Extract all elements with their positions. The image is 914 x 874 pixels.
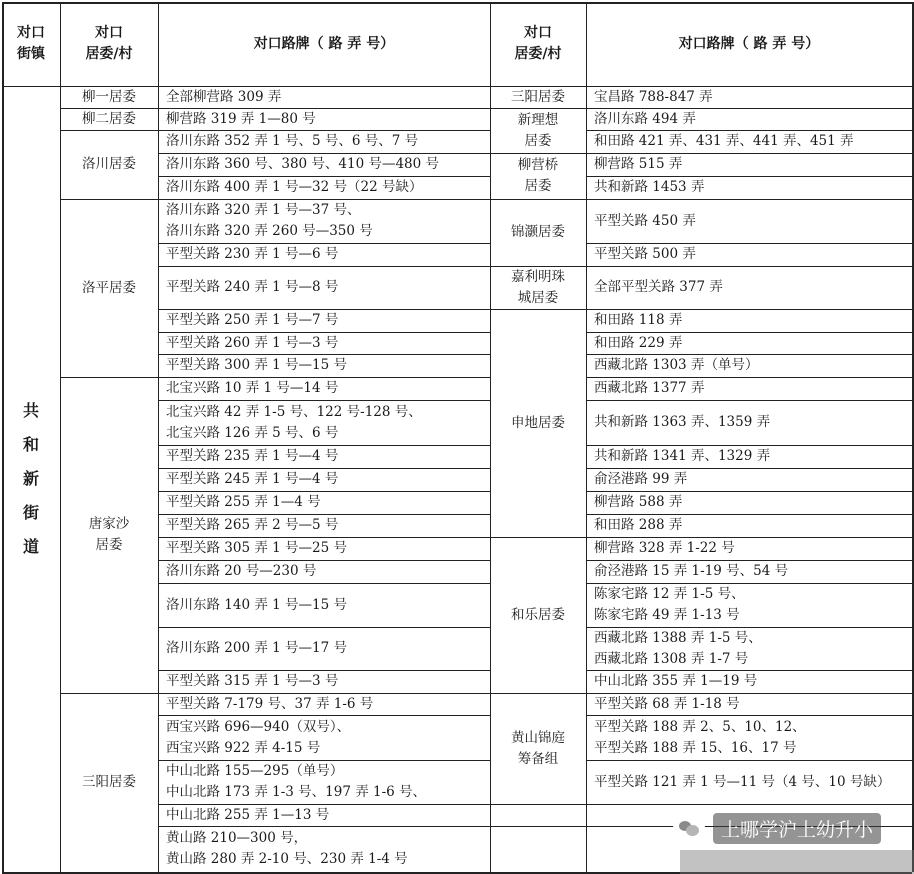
road-sign-entry-line: 平型关路 260 弄 1 号—3 号 [166,334,339,351]
road-sign-entry-line: 洛川东路 352 弄 1 号、5 号、6 号、7 号 [166,133,419,149]
road-sign-entry [586,491,912,514]
road-sign-entry-line: 平型关路 7-179 号、37 弄 1-6 号 [166,695,374,712]
committee-name [490,108,586,153]
road-sign-entry-line: 洛川东路 400 弄 1 号—32 号（22 号缺） [166,179,423,195]
road-sign-entry [158,199,490,243]
road-sign-entry-line: 柳营路 588 弄 [594,494,683,510]
committee-name [490,309,586,537]
road-sign-entry [158,354,490,377]
road-sign-entry [586,468,912,491]
road-sign-entry-line: 中山北路 155—295（单号） [166,763,344,779]
road-sign-entry [586,514,912,537]
road-sign-entry [586,445,912,468]
committee-name [490,86,586,108]
wechat-icon [673,812,705,844]
road-sign-entry-line: 全部柳营路 309 弄 [166,88,282,105]
committee-name-line: 三阳居委 [511,88,565,105]
road-sign-entry-line: 平型关路 305 弄 1 号—25 号 [166,540,347,556]
committee-name-line: 洛平居委 [82,279,136,296]
committee-name-line: 柳一居委 [82,88,136,105]
road-sign-entry [158,627,490,670]
road-sign-entry [586,266,912,309]
road-sign-entry [158,400,490,445]
road-sign-entry-line: 洛川东路 360 号、380 号、410 号—480 号 [166,156,440,172]
header-committee-line: 居委/村 [85,46,133,62]
road-sign-entry [158,583,490,627]
road-sign-entry [158,514,490,537]
road-sign-entry-line: 平型关路 265 弄 2 号—5 号 [166,517,339,533]
road-sign-entry [586,377,912,400]
committee-name-line: 居委 [524,178,552,194]
committee-name [490,153,586,199]
road-sign-entry-line: 平型关路 300 弄 1 号—15 号 [166,357,347,373]
road-sign-entry-line: 和田路 229 弄 [594,334,683,351]
road-sign-entry [586,86,912,108]
street-name [2,86,60,872]
road-sign-entry-line: 和田路 288 弄 [594,517,683,533]
road-sign-entry-line: 洛川东路 140 弄 1 号—15 号 [166,596,347,613]
road-sign-entry [158,153,490,176]
committee-name-line: 申地居委 [511,414,565,431]
road-sign-entry [158,108,490,130]
road-sign-entry [158,266,490,309]
committee-name-line: 和乐居委 [511,606,565,623]
committee-name [490,804,586,826]
committee-name [60,108,158,130]
header-street-line: 对口 [17,25,45,41]
road-sign-entry-line: 洛川东路 200 弄 1 号—17 号 [166,640,347,656]
road-sign-entry [158,176,490,199]
road-sign-entry-line: 平型关路 450 弄 [594,212,696,229]
committee-name-line: 三阳居委 [82,774,136,790]
road-sign-entry-line: 洛川东路 494 弄 [594,110,696,127]
road-sign-entry [158,332,490,354]
road-sign-entry-line: 平型关路 255 弄 1—4 号 [166,494,321,510]
road-sign-entry-line: 西宝兴路 696—940（双号）、 [166,718,351,735]
road-sign-entry-line: 中山北路 355 弄 1—19 号 [594,673,758,689]
header-committee [490,2,586,86]
committee-name [490,826,586,872]
road-sign-entry [586,130,912,153]
road-sign-entry-line: 洛川东路 20 号—230 号 [166,563,317,579]
street-name-char: 共 [22,401,39,420]
road-sign-entry [586,243,912,266]
road-sign-entry-line: 柳营路 328 弄 1-22 号 [594,540,735,556]
road-sign-entry-line: 宝昌路 788-847 弄 [594,88,713,105]
road-sign-entry [586,715,912,760]
road-sign-entry [586,560,912,583]
road-sign-entry [158,86,490,108]
road-sign-entry [586,332,912,354]
road-sign-entry [586,670,912,693]
road-sign-entry-line: 西藏北路 1388 弄 1-5 号、 [594,629,762,646]
road-sign-entry-line: 平型关路 250 弄 1 号—7 号 [166,312,339,328]
road-sign-entry [158,445,490,468]
road-sign-entry [158,377,490,400]
road-sign-entry-line: 共和新路 1363 弄、1359 弄 [594,414,771,430]
road-sign-entry-line: 黄山路 210—300 号， [166,830,308,846]
committee-name [490,537,586,693]
road-sign-entry-line: 俞泾港路 15 弄 1-19 号、54 号 [594,563,789,579]
road-sign-entry-line: 平型关路 240 弄 1 号—8 号 [166,279,339,295]
road-sign-entry-line: 平型关路 68 弄 1-18 号 [594,695,740,712]
road-sign-entry-line: 共和新路 1341 弄、1329 弄 [594,448,771,464]
watermark [673,812,881,844]
watermark-text: 上哪学沪上幼升小 [713,813,881,844]
street-name-char: 新 [22,469,39,488]
road-sign-entry [586,153,912,176]
road-sign-entry-line: 全部平型关路 377 弄 [594,279,723,295]
committee-name-line: 唐家沙 [88,516,130,532]
road-sign-entry-line: 西藏北路 1377 弄 [594,380,705,396]
header-road-signs [586,2,912,86]
road-sign-entry [158,537,490,560]
committee-name-line: 锦灏居委 [511,224,565,240]
committee-name-line: 柳二居委 [82,110,136,127]
road-sign-entry [158,130,490,153]
header-street [2,2,60,86]
road-sign-entry-line: 西藏北路 1308 弄 1-7 号 [594,650,749,667]
committee-name [60,86,158,108]
committee-name-line: 新理想 [517,111,559,128]
road-sign-entry [158,560,490,583]
committee-name-line: 居委 [95,537,123,553]
road-sign-entry [586,309,912,332]
header-road-signs-line: 对口路牌（ 路 弄 号） [253,35,395,52]
road-sign-entry-line: 洛川东路 320 弄 260 号—350 号 [166,223,373,239]
road-sign-entry [586,693,912,715]
committee-name-line: 嘉利明珠 [511,268,565,285]
road-sign-entry [586,583,912,627]
road-sign-entry [586,199,912,243]
committee-name [490,199,586,266]
road-sign-entry-line: 中山北路 255 弄 1—13 号 [166,806,330,823]
road-sign-entry [586,400,912,445]
road-sign-entry-line: 陈家宅路 12 弄 1-5 号、 [594,586,745,602]
road-sign-entry [586,354,912,377]
road-sign-entry [158,243,490,266]
road-sign-entry-line: 平型关路 188 弄 2、5、10、12、 [594,718,806,735]
road-sign-entry-line: 平型关路 121 弄 1 号—11 号（4 号、10 号缺） [594,773,891,790]
road-sign-entry [158,670,490,693]
road-sign-entry-line: 北宝兴路 42 弄 1-5 号、122 号-128 号、 [166,403,422,420]
road-sign-entry-line: 平型关路 245 弄 1 号—4 号 [166,471,339,487]
road-sign-entry [158,804,490,826]
road-sign-entry-line: 平型关路 235 弄 1 号—4 号 [166,448,339,464]
committee-name-line: 柳营桥 [517,157,559,173]
road-sign-entry [158,826,490,872]
watermark-second-line [680,850,914,874]
committee-name [60,693,158,872]
road-sign-entry [586,760,912,804]
committee-name [490,693,586,804]
road-sign-entry [158,760,490,804]
committee-name [490,266,586,309]
committee-name [60,199,158,377]
street-name-char: 和 [22,435,39,454]
road-sign-entry-line: 共和新路 1453 弄 [594,179,705,195]
road-sign-entry-line: 洛川东路 320 弄 1 号—37 号、 [166,202,361,218]
road-sign-entry-line: 北宝兴路 10 弄 1 号—14 号 [166,380,339,396]
road-sign-entry-line: 平型关路 315 弄 1 号—3 号 [166,673,339,689]
committee-name [60,130,158,199]
road-sign-entry-line: 北宝兴路 126 弄 5 号、6 号 [166,424,339,441]
road-sign-entry [586,537,912,560]
street-name-char: 街 [22,503,39,522]
road-sign-entry [158,309,490,332]
header-road-signs-line: 对口路牌（ 路 弄 号） [678,35,820,52]
road-sign-entry-line: 中山北路 173 弄 1-3 号、197 弄 1-6 号、 [166,784,427,800]
road-sign-entry-line: 和田路 118 弄 [594,312,683,328]
road-sign-entry-line: 俞泾港路 99 弄 [594,471,688,487]
road-sign-entry-line: 黄山路 280 弄 2-10 号、230 弄 1-4 号 [166,851,408,867]
road-sign-entry [158,693,490,715]
committee-name-line: 居委 [524,132,552,149]
header-committee [60,2,158,86]
street-name-char: 道 [22,537,39,556]
road-sign-entry [586,108,912,130]
road-sign-entry-line: 平型关路 230 弄 1 号—6 号 [166,246,339,262]
road-sign-entry-line: 平型关路 500 弄 [594,246,696,262]
committee-name-line: 洛川居委 [82,156,136,172]
road-sign-entry-line: 和田路 421 弄、431 弄、441 弄、451 弄 [594,133,854,149]
road-sign-entry [586,176,912,199]
header-street-line: 街镇 [17,46,45,62]
road-sign-entry-line: 西藏北路 1303 弄（单号） [594,357,759,373]
header-committee-line: 对口 [524,25,552,41]
road-sign-entry-line: 柳营路 515 弄 [594,156,683,172]
header-road-signs [158,2,490,86]
road-sign-entry-line: 陈家宅路 49 弄 1-13 号 [594,607,740,623]
road-sign-entry [158,491,490,514]
road-sign-entry [158,468,490,491]
road-sign-entry-line: 柳营路 319 弄 1—80 号 [166,110,316,127]
committee-name-line: 黄山锦庭 [511,729,565,746]
road-sign-entry [158,715,490,760]
header-committee-line: 对口 [95,25,123,41]
committee-name-line: 城居委 [517,289,559,306]
road-sign-entry-line: 西宝兴路 922 弄 4-15 号 [166,739,321,756]
road-sign-entry [586,627,912,670]
committee-name [60,377,158,693]
header-committee-line: 居委/村 [514,46,562,62]
committee-name-line: 筹备组 [517,750,559,767]
road-sign-entry-line: 平型关路 188 弄 15、16、17 号 [594,739,797,756]
